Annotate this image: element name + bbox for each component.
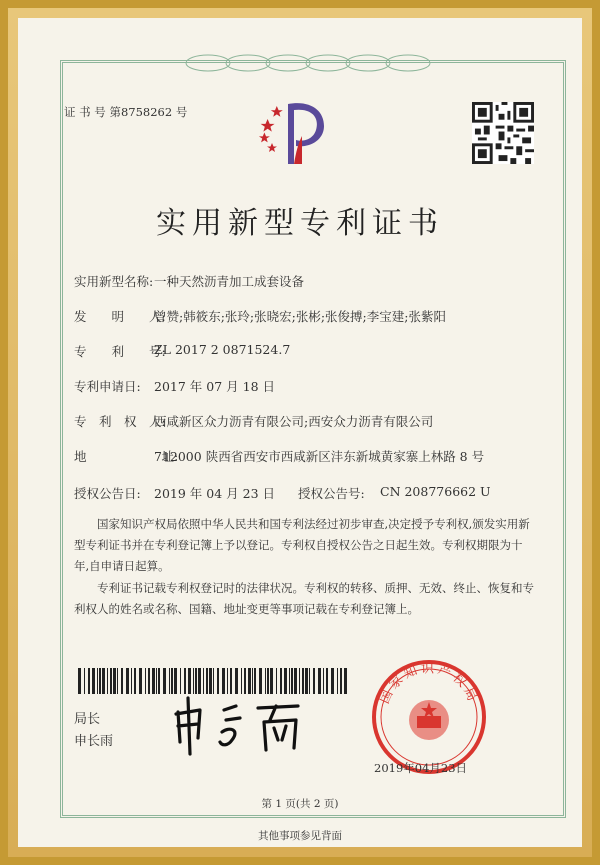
legal-paragraph-2: 专利证书记载专利权登记时的法律状况。专利权的转移、质押、无效、终止、恢复和专利权人的姓名或名称、国籍、地址变更等事项记载在专利登记簿上。 (74, 581, 534, 616)
field-value-inventors: 曾赞;韩筱东;张玲;张晓宏;张彬;张俊搏;李宝建;张紫阳 (154, 309, 446, 324)
field-value-patentee: 西咸新区众力沥青有限公司;西安众力沥青有限公司 (154, 414, 434, 429)
field-value-name: 一种天然沥青加工成套设备 (154, 274, 305, 289)
official-seal (370, 658, 488, 776)
top-ornament (168, 48, 448, 78)
field-value-filing-date: 2017 年 07 月 18 日 (154, 379, 275, 394)
director-title: 局长 (74, 712, 101, 727)
page-indicator: 第 1 页(共 2 页) (261, 798, 339, 810)
field-value-patent-no: ZL 2017 2 0871524.7 (154, 342, 291, 357)
field-label-patentee: 专 利 权 人: (74, 414, 166, 429)
seal-date: 2019年04月23日 (374, 761, 468, 775)
field-label-address: 地 址: (74, 449, 179, 464)
legal-paragraph-1: 国家知识产权局依照中华人民共和国专利法经过初步审查,决定授予专利权,颁发实用新型专利证书并在专利登记簿上予以登记。专利权自授权公告之日起生效。专利权期限为十年,自申请日起算。 (74, 517, 530, 573)
handwritten-signature (166, 690, 316, 760)
field-label-grant-no: 授权公告号: (298, 486, 365, 501)
certificate-title: 实用新型专利证书 (156, 206, 444, 241)
qr-code-icon (472, 102, 534, 164)
field-label-patent-no: 专 利 号: (74, 344, 166, 359)
seal-text: 国家知识产权局 (377, 661, 481, 707)
field-label-inventors: 发 明 人: (74, 309, 166, 324)
svg-text:国家知识产权局 (377, 661, 480, 706)
field-label-grant-date: 授权公告日: (74, 486, 141, 501)
certificate-page (18, 18, 582, 847)
footer-note: 其他事项参见背面 (258, 830, 342, 842)
field-label-name: 实用新型名称: (74, 274, 154, 289)
field-value-grant-date: 2019 年 04 月 23 日 (154, 486, 275, 501)
director-name: 申长雨 (74, 734, 114, 749)
field-label-filing-date: 专利申请日: (74, 379, 141, 394)
field-value-grant-no: CN 208776662 U (380, 484, 491, 499)
certificate-number: 证 书 号 第8758262 号 (64, 105, 188, 119)
field-value-address: 712000 陕西省西安市西咸新区沣东新城黄家寨上林路 8 号 (154, 449, 485, 464)
cnipa-logo-icon (258, 96, 338, 168)
